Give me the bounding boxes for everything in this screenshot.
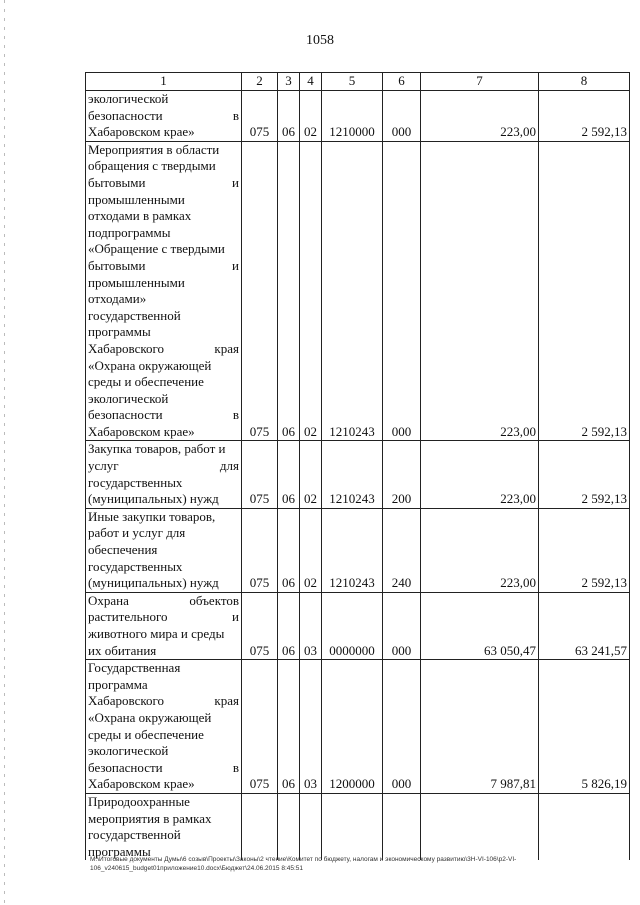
description-line: Природоохранные [88,793,190,809]
cell-expense-type: 000 [383,660,421,794]
description-word: Охрана [88,592,129,608]
description-line: (муниципальных) нужд [88,491,219,507]
header-col-1: 1 [86,73,242,91]
description-line: промышленными [88,274,185,290]
cell-expense-type: 000 [383,91,421,142]
description-line: программы [88,324,151,340]
cell-amount-2016: 2 592,13 [539,91,630,142]
cell-target-code: 1200000 [322,660,383,794]
description-line: государственной [88,307,181,323]
description-line: Хабаровском крае» [88,776,195,792]
description-line: отходами в рамках [88,208,192,224]
description-line: (муниципальных) нужд [88,575,219,591]
description-line: работ и услуг для [88,525,186,541]
description-word: для [219,458,239,474]
description-line [88,341,239,358]
header-col-6: 6 [383,73,421,91]
cell-target-code: 1210243 [322,508,383,592]
table-row [86,508,630,592]
description-word: услуг [88,458,119,474]
cell-admin-code: 075 [242,508,278,592]
description-line [88,258,239,275]
table-row [86,441,630,508]
description-line: подпрограммы [88,224,171,240]
description-word: объектов [189,592,239,608]
header-col-8: 8 [539,73,630,91]
cell-section-code: 06 [278,441,300,508]
description-line: Хабаровском крае» [88,423,195,439]
description-line [88,609,239,626]
description-line: «Охрана окружающей [88,357,212,373]
cell-admin-code: 075 [242,592,278,659]
cell-subsection-code: 02 [300,508,322,592]
description-line: экологической [88,743,169,759]
cell-section-code: 06 [278,508,300,592]
cell-section-code: 06 [278,91,300,142]
cell-expense-type [383,793,421,860]
row-description [86,660,242,794]
row-description [86,141,242,441]
description-line: государственной [88,827,181,843]
cell-amount-2015: 223,00 [421,91,539,142]
description-word: в [232,759,239,775]
description-word: Хабаровского [88,340,165,356]
description-line: Закупка товаров, работ и [88,441,226,457]
cell-amount-2016: 2 592,13 [539,141,630,441]
file-path-footer: М:\Итоговые документы Думы\6 созыв\Проекты\Законы\2 чтение\Комитет по бюджету, налогам и экономическому развитию\3Н-VI-106\р2-VI-106_v240615_budget01приложение10.docx\Бюджет\24.06.2015 8:45:51 [90,856,517,872]
cell-target-code: 1210243 [322,441,383,508]
description-word: в [232,407,239,423]
cell-target-code: 1210000 [322,91,383,142]
table-row [86,141,630,441]
cell-subsection-code: 03 [300,592,322,659]
budget-table [85,72,630,860]
description-line: экологической [88,91,169,106]
description-line [88,693,239,710]
description-word: и [232,257,239,273]
description-line: среды и обеспечение [88,726,204,742]
cell-admin-code: 075 [242,91,278,142]
description-line: экологической [88,390,169,406]
description-line: мероприятия в рамках [88,810,212,826]
cell-admin-code: 075 [242,141,278,441]
cell-amount-2016: 2 592,13 [539,508,630,592]
description-word: бытовыми [88,174,146,190]
cell-amount-2015 [421,793,539,860]
description-line: программа [88,676,148,692]
header-col-3: 3 [278,73,300,91]
cell-amount-2015: 223,00 [421,508,539,592]
header-col-5: 5 [322,73,383,91]
description-line: их обитания [88,642,157,658]
description-line [88,458,239,475]
description-line: Государственная [88,660,181,676]
description-line: Иные закупки товаров, [88,508,216,524]
cell-target-code: 1210243 [322,141,383,441]
scan-edge-mark [4,0,5,905]
cell-expense-type: 200 [383,441,421,508]
table-row [86,660,630,794]
description-word: безопасности [88,759,163,775]
cell-subsection-code [300,793,322,860]
description-line: среды и обеспечение [88,374,204,390]
cell-section-code: 06 [278,141,300,441]
cell-expense-type: 240 [383,508,421,592]
description-line: программы [88,843,151,859]
row-description [86,793,242,860]
cell-target-code: 0000000 [322,592,383,659]
description-line: обеспечения [88,542,158,558]
cell-subsection-code: 03 [300,660,322,794]
table-row [86,91,630,142]
row-description [86,508,242,592]
description-line: обращения с твердыми [88,158,216,174]
cell-section-code: 06 [278,660,300,794]
cell-subsection-code: 02 [300,91,322,142]
description-word: края [214,693,239,709]
cell-subsection-code: 02 [300,141,322,441]
description-word: Хабаровского [88,693,165,709]
description-word: бытовыми [88,257,146,273]
cell-subsection-code: 02 [300,441,322,508]
row-description [86,441,242,508]
description-word: и [232,174,239,190]
description-word: безопасности [88,407,163,423]
cell-amount-2015: 63 050,47 [421,592,539,659]
cell-amount-2016: 5 826,19 [539,660,630,794]
description-word: и [232,609,239,625]
cell-amount-2016 [539,793,630,860]
description-line [88,108,239,125]
table-row [86,592,630,659]
cell-admin-code [242,793,278,860]
header-col-7: 7 [421,73,539,91]
description-line: государственных [88,558,183,574]
description-line: «Охрана окружающей [88,709,212,725]
cell-section-code: 06 [278,592,300,659]
cell-amount-2016: 63 241,57 [539,592,630,659]
description-line: животного мира и среды [88,626,225,641]
description-line: государственных [88,474,183,490]
description-line: отходами» [88,291,147,307]
cell-amount-2015: 7 987,81 [421,660,539,794]
description-word: в [232,107,239,123]
description-line [88,760,239,777]
header-col-4: 4 [300,73,322,91]
row-description [86,592,242,659]
page-number: 1058 [306,33,334,48]
cell-expense-type: 000 [383,592,421,659]
description-word: края [214,340,239,356]
header-col-2: 2 [242,73,278,91]
description-line: промышленными [88,191,185,207]
cell-target-code [322,793,383,860]
description-line [88,407,239,424]
cell-expense-type: 000 [383,141,421,441]
description-line: Хабаровском крае» [88,124,195,140]
cell-admin-code: 075 [242,660,278,794]
description-word: растительного [88,609,168,625]
row-description [86,91,242,142]
table-row [86,793,630,860]
description-line: Мероприятия в области [88,141,220,157]
description-line [88,175,239,192]
cell-amount-2016: 2 592,13 [539,441,630,508]
cell-amount-2015: 223,00 [421,441,539,508]
cell-section-code [278,793,300,860]
description-word: безопасности [88,107,163,123]
cell-amount-2015: 223,00 [421,141,539,441]
description-line: «Обращение с твердыми [88,241,225,257]
cell-admin-code: 075 [242,441,278,508]
description-line [88,593,239,610]
header-row [86,73,630,91]
